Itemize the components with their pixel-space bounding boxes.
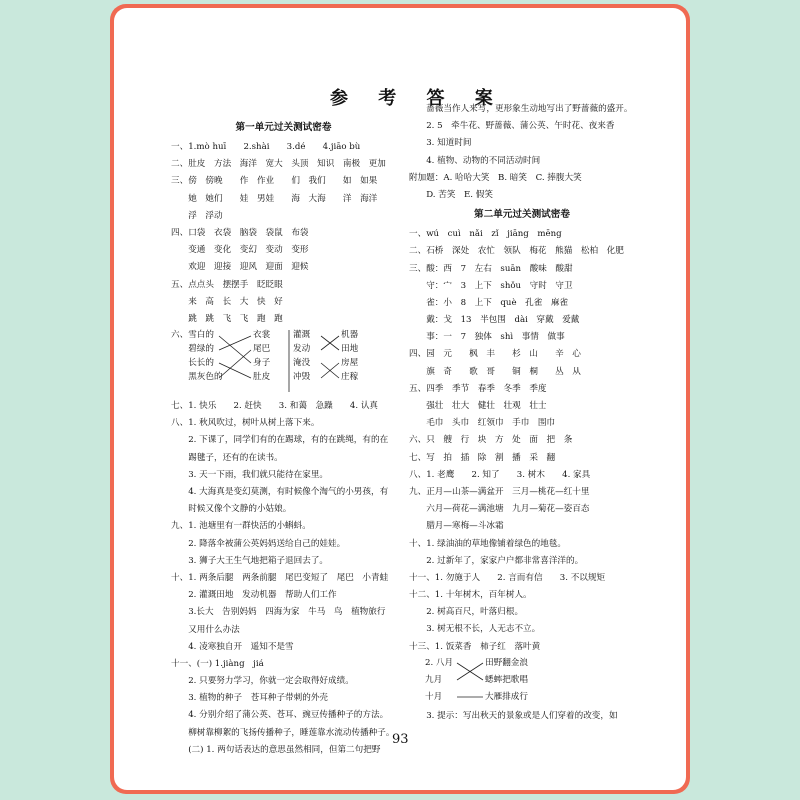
answer-line: 2. 只要努力学习，你就一定会取得好成绩。: [171, 676, 354, 687]
answer-line: 3. 狮子大王生气地把箱子退回去了。: [171, 555, 329, 566]
matching-question-13-2: [409, 656, 635, 708]
left-column: [171, 117, 396, 759]
answer-line: 2. 过新年了，家家户户都非常喜洋洋的。: [409, 555, 584, 566]
answer-line: 八、1. 老鹰 2. 知了 3. 树木 4. 家具: [409, 469, 591, 480]
answer-line: 腊月—寒梅—斗冰霜: [409, 521, 504, 532]
answer-line: 十一、1. 勿施于人 2. 言而有信 3. 不以规矩: [409, 572, 606, 583]
answer-line: 旗 奇 歌 哥 铜 桐 丛 从: [409, 366, 581, 377]
right-column: [409, 101, 635, 725]
answer-line: 3. 植物的种子 苍耳种子带刺的外壳: [171, 693, 329, 704]
answer-line: 3. 提示：写出秋天的景象或是人们穿着的改变，如: [409, 710, 618, 721]
match-left-item: 黑灰色的: [171, 372, 223, 383]
answer-line: 雀：小 8 上下 què 孔雀 麻雀: [409, 297, 569, 308]
answer-line: 欢迎 迎接 迎风 迎面 迎候: [171, 262, 309, 273]
answer-line: 2. 灌溉田地 发动机器 帮助人们工作: [171, 590, 337, 601]
answer-line: 十三、1. 饭菜香 柿子红 落叶黄: [409, 641, 541, 652]
match-left-item: 发动: [293, 344, 311, 355]
matching-question-6: [171, 328, 396, 398]
answer-line: 强壮 壮大 健壮 壮观 壮士: [409, 401, 547, 411]
answer-line: 六、只 艘 行 块 方 处 面 把 条: [409, 435, 573, 446]
answer-line: 三、傍 傍晚 作 作业 们 我们 如 如果: [171, 176, 378, 187]
answer-line: D. 苦笑 E. 假笑: [409, 189, 493, 200]
answer-line: 五、四季 季节 春季 冬季 季度: [409, 383, 547, 394]
answer-line: 4. 凌寒独自开 遥知不是雪: [171, 641, 294, 652]
answer-line: 一、1.mò huī 2.shài 3.dé 4.jiāo bù: [171, 142, 361, 152]
answer-line: 十二、1. 十年树木，百年树人。: [409, 590, 532, 601]
answer-line: 五、点点头 摆摆手 眨眨眼: [171, 279, 283, 290]
answer-line: 2. 下课了，同学们有的在踢球，有的在跳绳，有的在: [171, 435, 389, 446]
match-right-item: 机器: [341, 330, 359, 341]
match-right-item: 尾巴: [253, 344, 271, 355]
answer-line: 3. 知道时间: [409, 138, 472, 149]
answer-line: (二) 1. 两句话表达的意思虽然相同，但第二句把野: [171, 744, 381, 755]
match-left-item: 冲毁: [293, 372, 311, 383]
answer-line: 守：宀 3 上下 shǒu 守时 守卫: [409, 280, 573, 291]
answer-line: 踢毽子，还有的在读书。: [171, 452, 283, 463]
match-right-item: 田野翻金浪: [485, 657, 528, 668]
match-left-item: 2. 八月: [425, 657, 454, 668]
answer-line: 3. 天一下雨，我们就只能待在家里。: [171, 469, 329, 480]
match-left-item: 碧绿的: [171, 344, 214, 355]
answer-line: 十、1. 绿油油的草地像铺着绿色的地毯。: [409, 538, 567, 549]
page-number: 93: [392, 732, 409, 747]
answer-line: 十一、(一) 1.jiàng jiá: [171, 658, 264, 669]
answer-line: 一、wú cuì nǎi zǐ jiāng mēng: [409, 229, 562, 240]
match-right-item: 身子: [253, 358, 271, 369]
match-left-item: 长长的: [171, 358, 214, 369]
answer-line: 4. 大海真是变幻莫测，有时候像个淘气的小男孩，有: [171, 487, 389, 497]
match-right-item: 房屋: [341, 358, 359, 369]
answer-line: 2. 树高百尺，叶落归根。: [409, 607, 524, 618]
answer-line: 二、肚皮 方法 海洋 宽大 头顶 知识 南极 更加: [171, 159, 386, 170]
answer-line: 三、酸：西 7 左右 suān 酸味 酸甜: [409, 263, 573, 274]
answer-line: 浮 浮动: [171, 210, 223, 221]
match-left-item: 十月: [425, 691, 443, 702]
answer-line: 她 她们 娃 男娃 海 大海 洋 海洋: [171, 193, 378, 204]
answer-line: 来 高 长 大 快 好: [171, 296, 283, 307]
answer-line: 3.长大 告别妈妈 四海为家 牛马 鸟 植物旅行: [171, 607, 386, 618]
answer-line: 戴：戈 13 半包围 dài 穿戴 爱戴: [409, 315, 580, 326]
answer-line: 九、正月—山茶—满盆开 三月—桃花—红十里: [409, 486, 590, 497]
answer-line: 十、1. 两条后腿 两条前腿 尾巴变短了 尾巴 小青蛙: [171, 572, 389, 583]
answer-line: 柳树靠柳絮的飞扬传播种子，睡莲靠水流动传播种子。: [171, 727, 395, 738]
match-right-item: 蟋蟀把歌唱: [485, 674, 528, 685]
answer-line: 4. 植物、动物的不同活动时间: [409, 155, 541, 166]
answer-line: 2. 降落伞被蒲公英妈妈送给自己的娃娃。: [171, 538, 346, 549]
match-right-item: 肚皮: [253, 372, 271, 383]
answer-line: 2. 5 牵牛花、野蔷薇、蒲公英、午时花、夜来香: [409, 121, 615, 132]
answer-line: 附加题：A. 哈哈大笑 B. 暗笑 C. 捧腹大笑: [409, 172, 582, 183]
match-right-item: 庄稼: [341, 372, 359, 383]
match-right-item: 田地: [341, 344, 359, 355]
match-right-item: 大雁排成行: [485, 691, 528, 702]
answer-line: 八、1. 秋风吹过，树叶从树上落下来。: [171, 418, 320, 429]
answer-line: 七、1. 快乐 2. 赶快 3. 和蔼 急躁 4. 认真: [171, 401, 379, 412]
answer-line: 七、写 拍 插 除 割 播 采 翻: [409, 452, 556, 463]
answer-line: 二、石桥 深处 农忙 领队 梅花 熊猫 松柏 化肥: [409, 246, 624, 257]
answer-line: 变通 变化 变幻 变动 变形: [171, 245, 309, 256]
answer-line: 四、园 元 枫 丰 杉 山 辛 心: [409, 349, 581, 360]
match-left-item: 灌溉: [293, 330, 311, 341]
match-right-item: 衣裳: [253, 330, 271, 341]
match-left-item: 淹没: [293, 358, 311, 369]
answer-line: 事：一 7 独体 shì 事情 做事: [409, 332, 565, 343]
answer-line: 毛巾 头巾 红领巾 手巾 围巾: [409, 418, 556, 429]
answer-line: 九、1. 池塘里有一群快活的小蝌蚪。: [171, 521, 311, 532]
answer-line: 3. 树无根不长，人无志不立。: [409, 624, 541, 635]
answer-line: 四、口袋 衣袋 脑袋 袋鼠 布袋: [171, 227, 309, 238]
match-left-item: 九月: [425, 674, 443, 685]
section-title-unit-1: 第一单元过关测试密卷: [235, 122, 332, 133]
answer-line: 时候又像个文静的小姑娘。: [171, 504, 292, 515]
answer-line: 六月—荷花—满池塘 九月—菊花—姿百态: [409, 504, 590, 515]
answer-line: 又用什么办法: [171, 624, 240, 635]
answer-line: 跳 跳 飞 飞 跑 跑: [171, 313, 283, 324]
match-left-item: 六、雪白的: [171, 330, 214, 341]
answer-line: 4. 分别介绍了蒲公英、苍耳、豌豆传播种子的方法。: [171, 710, 389, 721]
page-title: 参 考 答 案: [330, 88, 505, 109]
section-title-unit-2: 第二单元过关测试密卷: [474, 209, 570, 221]
answer-line: 蔷薇当作人来写，更形象生动地写出了野蔷薇的盛开。: [409, 104, 633, 114]
